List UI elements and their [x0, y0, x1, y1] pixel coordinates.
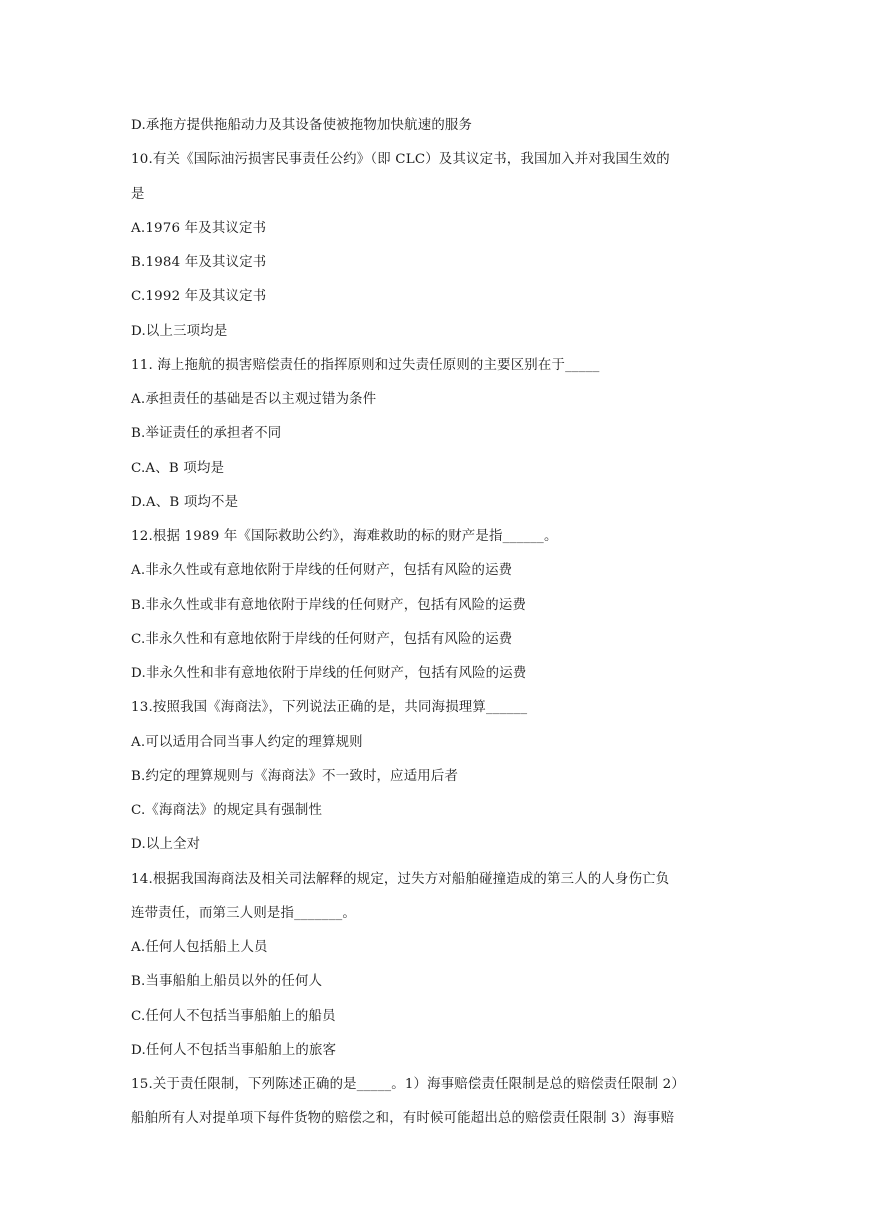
option-14d: D.任何人不包括当事船舶上的旅客 — [131, 1042, 337, 1058]
option-11b: B.举证责任的承担者不同 — [131, 426, 282, 442]
option-14b: B.当事船舶上船员以外的任何人 — [131, 974, 323, 990]
question-14-line-2: 连带责任，而第三人则是指_______。 — [131, 905, 356, 921]
question-text-block — [131, 109, 741, 1137]
question-15-line-1: 15.关于责任限制，下列陈述正确的是_____。1）海事赔偿责任限制是总的赔偿责任限制 2） — [131, 1077, 685, 1092]
option-10a: A.1976 年及其议定书 — [131, 220, 267, 236]
question-10-line-2: 是 — [131, 186, 145, 202]
option-13c: C.《海商法》的规定具有强制性 — [131, 803, 323, 818]
option-12c: C.非永久性和有意地依附于岸线的任何财产，包括有风险的运费 — [131, 631, 513, 647]
option-13b: B.约定的理算规则与《海商法》不一致时，应适用后者 — [131, 768, 459, 784]
option-11c: C.A、B 项均是 — [131, 460, 225, 476]
option-11d: D.A、B 项均不是 — [131, 494, 239, 510]
option-11a: A.承担责任的基础是否以主观过错为条件 — [131, 392, 377, 407]
option-14c: C.任何人不包括当事船舶上的船员 — [131, 1008, 336, 1024]
option-12d: D.非永久性和非有意地依附于岸线的任何财产，包括有风险的运费 — [131, 666, 527, 681]
option-14a: A.任何人包括船上人员 — [131, 940, 268, 955]
option-9d: D.承拖方提供拖船动力及其设备使被拖物加快航速的服务 — [131, 118, 473, 133]
question-12: 12.根据 1989 年《国际救助公约》，海难救助的标的财产是指______。 — [131, 529, 558, 544]
option-10b: B.1984 年及其议定书 — [131, 255, 267, 270]
option-10c: C.1992 年及其议定书 — [131, 289, 267, 305]
question-15-line-2: 船舶所有人对提单项下每件货物的赔偿之和，有时候可能超出总的赔偿责任限制 3）海事赔 — [131, 1111, 675, 1127]
option-12a: A.非永久性或有意地依附于岸线的任何财产，包括有风险的运费 — [131, 563, 513, 579]
question-10-line-1: 10.有关《国际油污损害民事责任公约》（即 CLC）及其议定书，我国加入并对我国生效的 — [131, 152, 670, 168]
option-13a: A.可以适用合同当事人约定的理算规则 — [131, 734, 363, 750]
option-10d: D.以上三项均是 — [131, 323, 228, 339]
question-14-line-1: 14.根据我国海商法及相关司法解释的规定，过失方对船舶碰撞造成的第三人的人身伤亡负 — [131, 871, 670, 887]
option-12b: B.非永久性或非有意地依附于岸线的任何财产，包括有风险的运费 — [131, 597, 527, 613]
question-13: 13.按照我国《海商法》，下列说法正确的是，共同海损理算______ — [131, 700, 528, 716]
option-13d: D.以上全对 — [131, 837, 201, 853]
question-11: 11. 海上拖航的损害赔偿责任的指挥原则和过失责任原则的主要区别在于_____ — [131, 357, 600, 373]
